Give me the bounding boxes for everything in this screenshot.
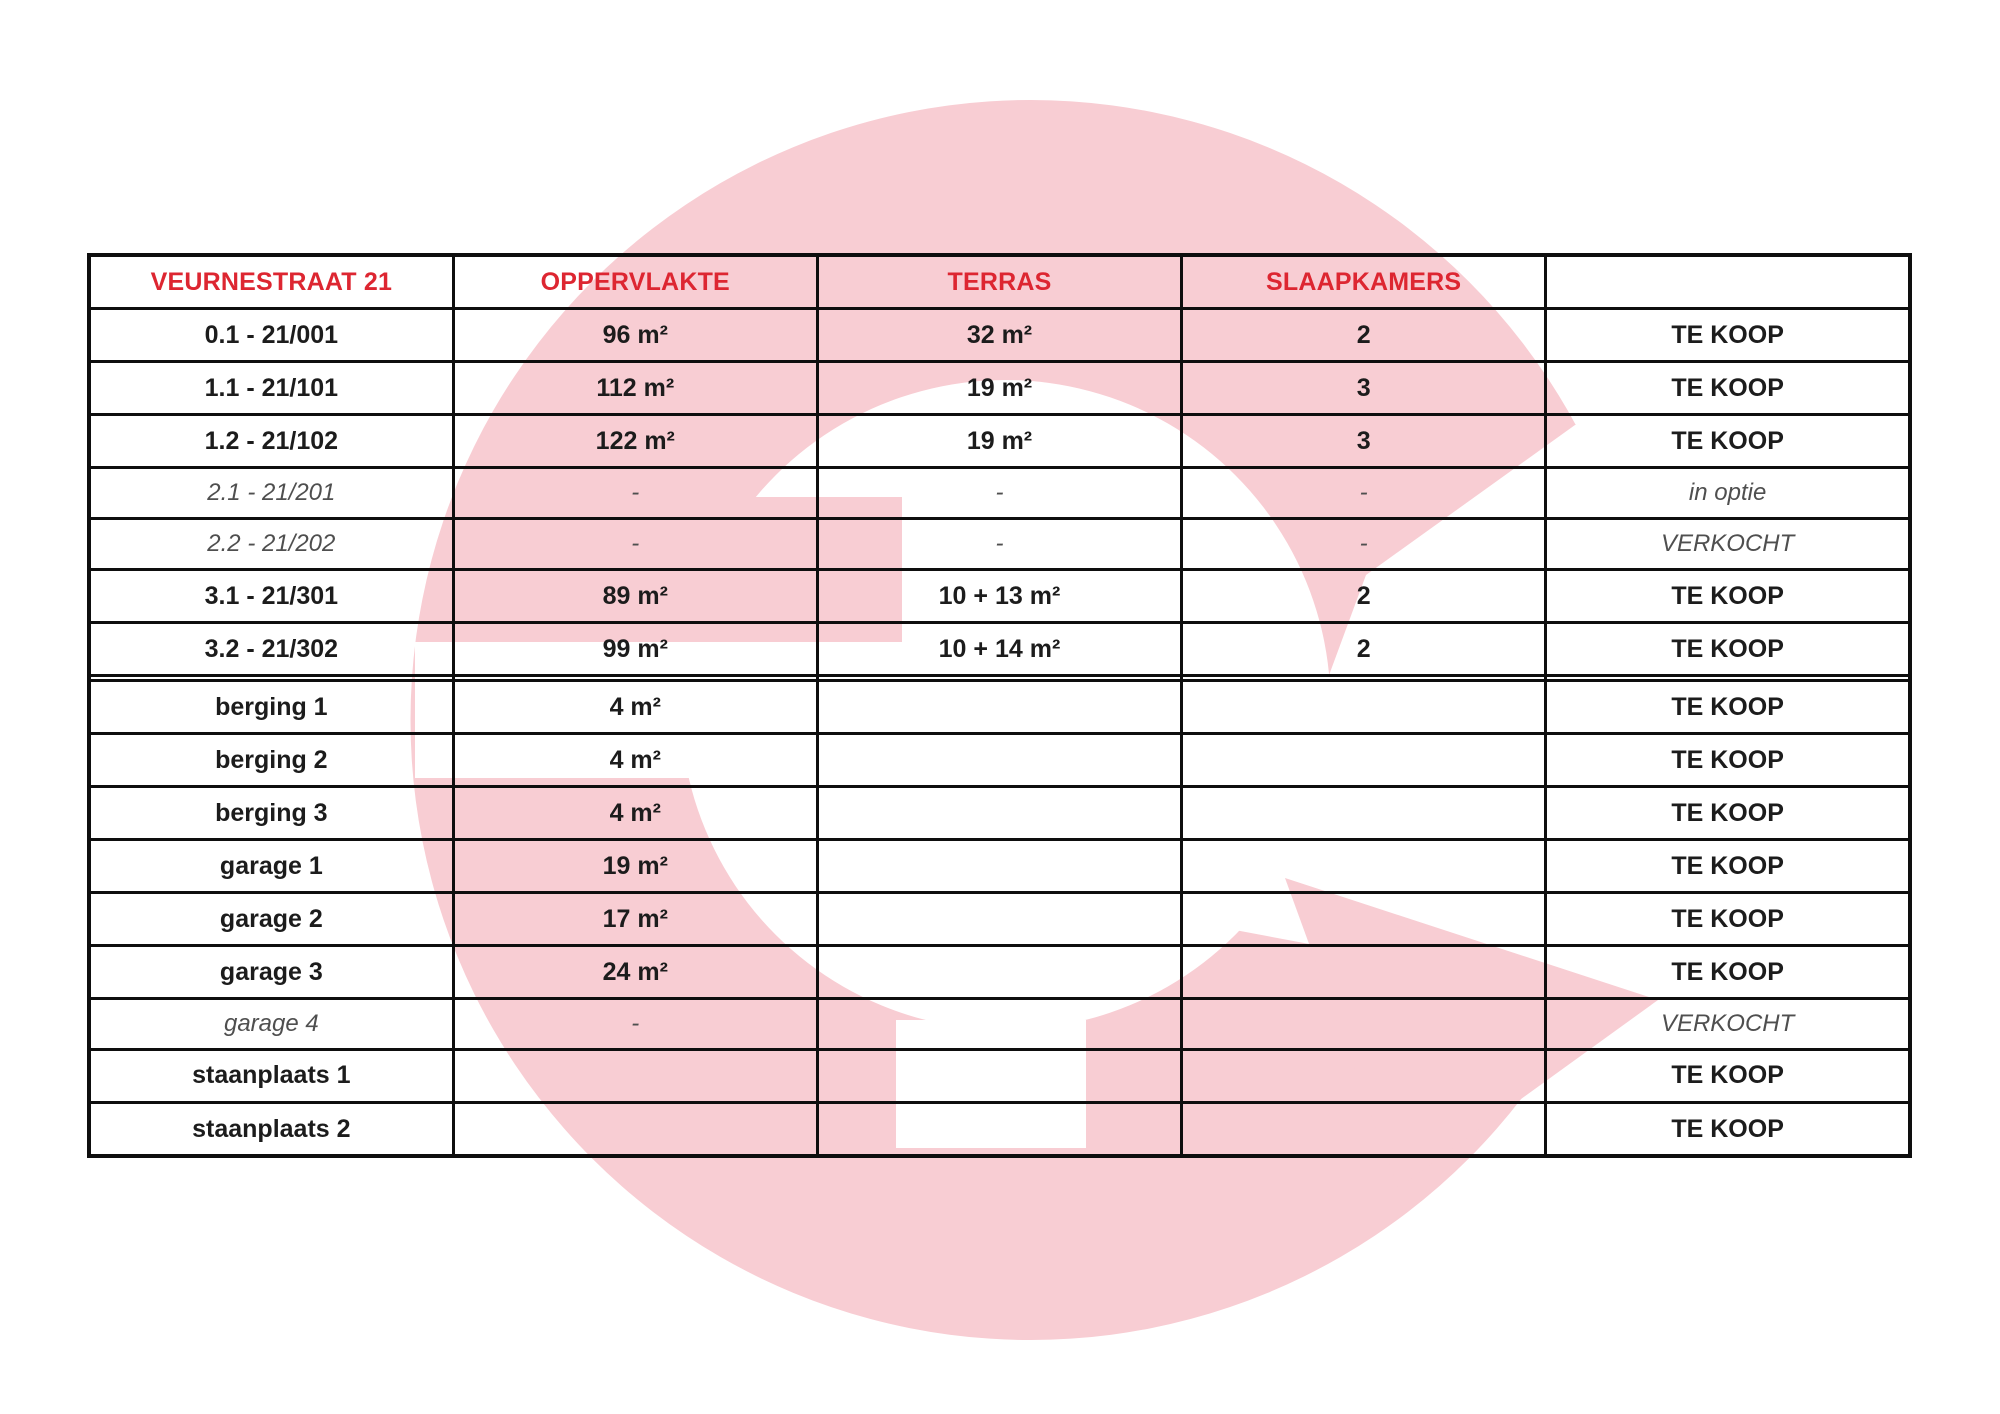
table-cell [817,945,1181,998]
table-cell [817,734,1181,787]
table-cell [1182,734,1546,787]
availability-table [87,253,1912,1158]
table-cell [817,839,1181,892]
table-cell: 0.1 - 21/001 [89,309,453,362]
table-cell: 1.2 - 21/102 [89,415,453,468]
table-cell [453,1049,817,1102]
table-cell: 122 m² [453,415,817,468]
table-cell: 3 [1182,362,1546,415]
table-row [89,468,1910,519]
table-cell: TE KOOP [1546,681,1910,734]
table-cell: 112 m² [453,362,817,415]
table-cell: 89 m² [453,570,817,623]
table-cell: garage 4 [89,998,453,1049]
table-cell: 10 + 14 m² [817,622,1181,675]
table-cell: 96 m² [453,309,817,362]
table-cell: 3.2 - 21/302 [89,622,453,675]
table-cell: garage 2 [89,892,453,945]
table-cell: staanplaats 2 [89,1102,453,1156]
table-cell: 10 + 13 m² [817,570,1181,623]
table-cell: - [817,468,1181,519]
table-cell: 19 m² [453,839,817,892]
table-cell [817,681,1181,734]
table-row [89,787,1910,840]
table-cell: - [1182,519,1546,570]
column-header [1546,255,1910,309]
table-cell: 2 [1182,570,1546,623]
table-cell: 2 [1182,309,1546,362]
table-cell: TE KOOP [1546,787,1910,840]
table-cell [817,998,1181,1049]
table-cell: - [1182,468,1546,519]
table-cell: 24 m² [453,945,817,998]
table-cell: 99 m² [453,622,817,675]
table-row [89,622,1910,675]
table-cell: 17 m² [453,892,817,945]
table-cell: 2.2 - 21/202 [89,519,453,570]
table-cell: garage 1 [89,839,453,892]
table-cell [817,787,1181,840]
table-cell: VERKOCHT [1546,519,1910,570]
table-cell: 2.1 - 21/201 [89,468,453,519]
table-cell: berging 1 [89,681,453,734]
table-cell: TE KOOP [1546,1102,1910,1156]
table-cell: garage 3 [89,945,453,998]
column-header: OPPERVLAKTE [453,255,817,309]
table-cell: TE KOOP [1546,945,1910,998]
table-cell: 4 m² [453,787,817,840]
table-row [89,519,1910,570]
table-cell: TE KOOP [1546,570,1910,623]
table-cell: - [817,519,1181,570]
table-cell [817,1049,1181,1102]
column-header: VEURNESTRAAT 21 [89,255,453,309]
table-row [89,1102,1910,1156]
table-row [89,309,1910,362]
table-cell: 19 m² [817,415,1181,468]
table-cell: 4 m² [453,681,817,734]
table-cell: 19 m² [817,362,1181,415]
table-cell: - [453,468,817,519]
table-row [89,362,1910,415]
table-cell: 3.1 - 21/301 [89,570,453,623]
table-cell [1182,681,1546,734]
table-cell: TE KOOP [1546,362,1910,415]
table-cell: TE KOOP [1546,309,1910,362]
table-cell [1182,1049,1546,1102]
table-cell: staanplaats 1 [89,1049,453,1102]
table-cell [1182,839,1546,892]
table-cell [817,1102,1181,1156]
table-cell: TE KOOP [1546,839,1910,892]
table-cell [1182,787,1546,840]
table-row [89,998,1910,1049]
availability-table-body [89,255,1910,1156]
header-row [89,255,1910,309]
table-cell [1182,998,1546,1049]
table-row [89,892,1910,945]
table-row [89,1049,1910,1102]
table-cell [1182,945,1546,998]
table-cell: - [453,998,817,1049]
table-row [89,681,1910,734]
table-row [89,415,1910,468]
table-cell [1182,1102,1546,1156]
column-header: SLAAPKAMERS [1182,255,1546,309]
table-row [89,839,1910,892]
column-header: TERRAS [817,255,1181,309]
table-cell: TE KOOP [1546,892,1910,945]
table-cell: TE KOOP [1546,734,1910,787]
table-cell: TE KOOP [1546,1049,1910,1102]
table-cell [1182,892,1546,945]
table-cell: 32 m² [817,309,1181,362]
table-cell [817,892,1181,945]
table-cell: 4 m² [453,734,817,787]
table-row [89,945,1910,998]
table-cell: VERKOCHT [1546,998,1910,1049]
table-cell [453,1102,817,1156]
table-cell: TE KOOP [1546,622,1910,675]
table-cell: TE KOOP [1546,415,1910,468]
table-cell: berging 3 [89,787,453,840]
table-cell: 1.1 - 21/101 [89,362,453,415]
table-row [89,570,1910,623]
table-cell: 3 [1182,415,1546,468]
table-row [89,734,1910,787]
table-cell: 2 [1182,622,1546,675]
table-cell: in optie [1546,468,1910,519]
table-cell: - [453,519,817,570]
table-cell: berging 2 [89,734,453,787]
